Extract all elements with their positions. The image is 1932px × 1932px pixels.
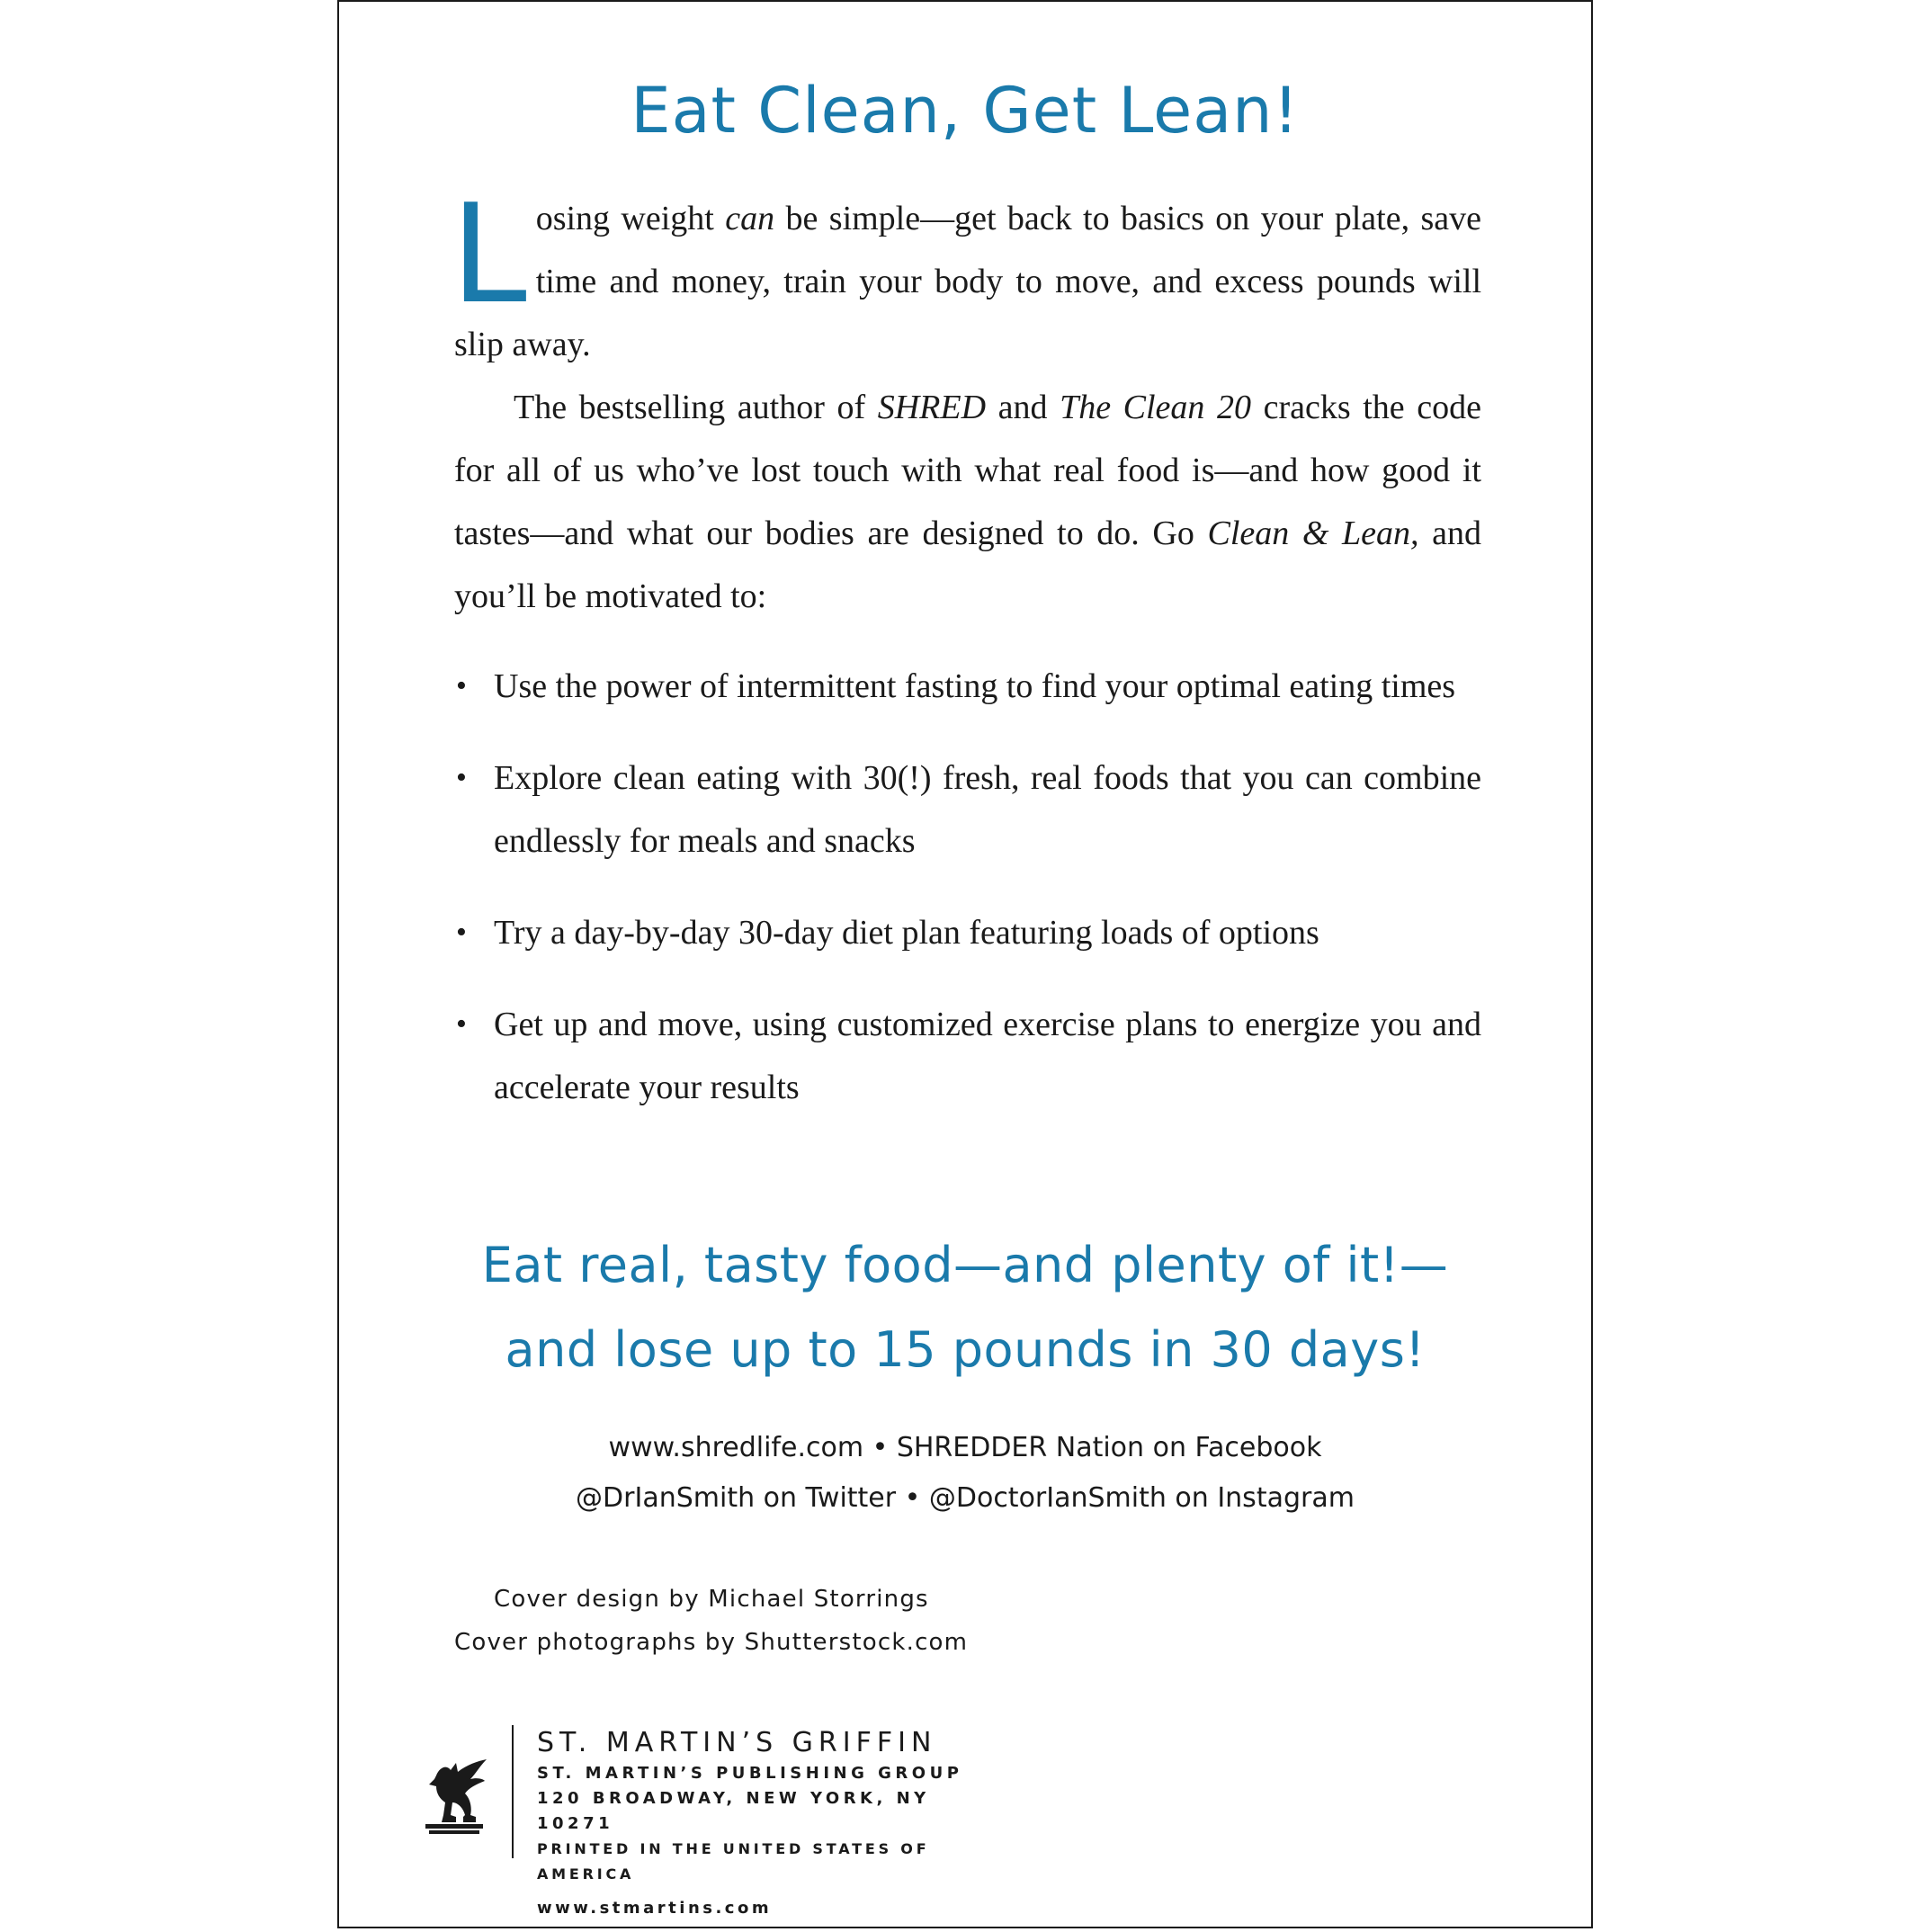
divider — [512, 1725, 514, 1858]
list-item-text: Use the power of intermittent fasting to find your optimal eating times — [494, 667, 1456, 705]
author-text: and — [986, 389, 1060, 426]
author-text: The bestselling author of — [514, 389, 878, 426]
benefit-list — [454, 655, 1481, 1119]
publisher-info — [537, 1725, 996, 1921]
griffin-logo-icon — [420, 1758, 488, 1838]
intro-text: osing weight — [535, 200, 726, 237]
list-item — [454, 747, 1481, 872]
back-cover — [337, 0, 1593, 1928]
intro-text: be simple—get back to basics on your plate, save time and money, train your body to move, and excess pounds will slip away. — [454, 200, 1481, 363]
body-copy — [451, 174, 1481, 1148]
bullet-icon: • — [456, 761, 467, 794]
tagline-line-2: and lose up to 15 pounds in 30 days! — [505, 1321, 1426, 1378]
intro-paragraph — [451, 174, 1481, 376]
intro-emphasis: can — [725, 200, 775, 237]
book-title-shred: SHRED — [877, 389, 987, 426]
cover-title: Eat Clean, Get Lean! — [631, 74, 1300, 148]
author-text: cracks the code for all of us who’ve lost touch with what real food is—and how good it tastes—and what our bodies are designed to do. Go — [454, 389, 1481, 552]
social-links — [339, 1423, 1591, 1524]
tagline — [339, 1223, 1591, 1392]
publisher-url: www.stmartins.com — [537, 1899, 773, 1918]
list-item — [454, 901, 1481, 964]
tagline-line-1: Eat real, tasty food—and plenty of it!— — [481, 1237, 1449, 1293]
list-item — [454, 655, 1481, 718]
bullet-icon: • — [456, 1007, 467, 1041]
printed-in: PRINTED IN THE UNITED STATES OF AMERICA — [537, 1840, 930, 1883]
list-item-text: Explore clean eating with 30(!) fresh, real foods that you can combine endlessly for meals and snacks — [494, 759, 1481, 860]
publisher-group: ST. MARTIN’S PUBLISHING GROUP — [537, 1764, 963, 1783]
bullet-icon: • — [456, 916, 467, 949]
author-paragraph — [454, 376, 1481, 628]
book-title-clean-lean: Clean & Lean, — [1207, 514, 1419, 552]
list-item-text: Try a day-by-day 30-day diet plan featuring loads of options — [494, 914, 1319, 952]
drop-cap: L — [451, 174, 527, 334]
publisher-name: ST. MARTIN’S GRIFFIN — [537, 1727, 937, 1758]
book-title-clean20: The Clean 20 — [1060, 389, 1252, 426]
list-item — [454, 993, 1481, 1119]
list-item-text: Get up and move, using customized exercise plans to energize you and accelerate your results — [494, 1006, 1481, 1106]
publisher-block — [420, 1725, 996, 1918]
cover-credits — [454, 1578, 968, 1664]
social-line-1: www.shredlife.com • SHREDDER Nation on Facebook — [608, 1432, 1322, 1463]
design-credit: Cover design by Michael Storrings — [494, 1586, 929, 1613]
bullet-icon: • — [456, 669, 467, 702]
publisher-address: 120 BROADWAY, NEW YORK, NY 10271 — [537, 1789, 930, 1833]
author-text: and you’ll be motivated to: — [454, 514, 1481, 615]
photo-credit: Cover photographs by Shutterstock.com — [454, 1629, 969, 1656]
social-line-2: @DrIanSmith on Twitter • @DoctorIanSmith on Instagram — [576, 1482, 1355, 1514]
